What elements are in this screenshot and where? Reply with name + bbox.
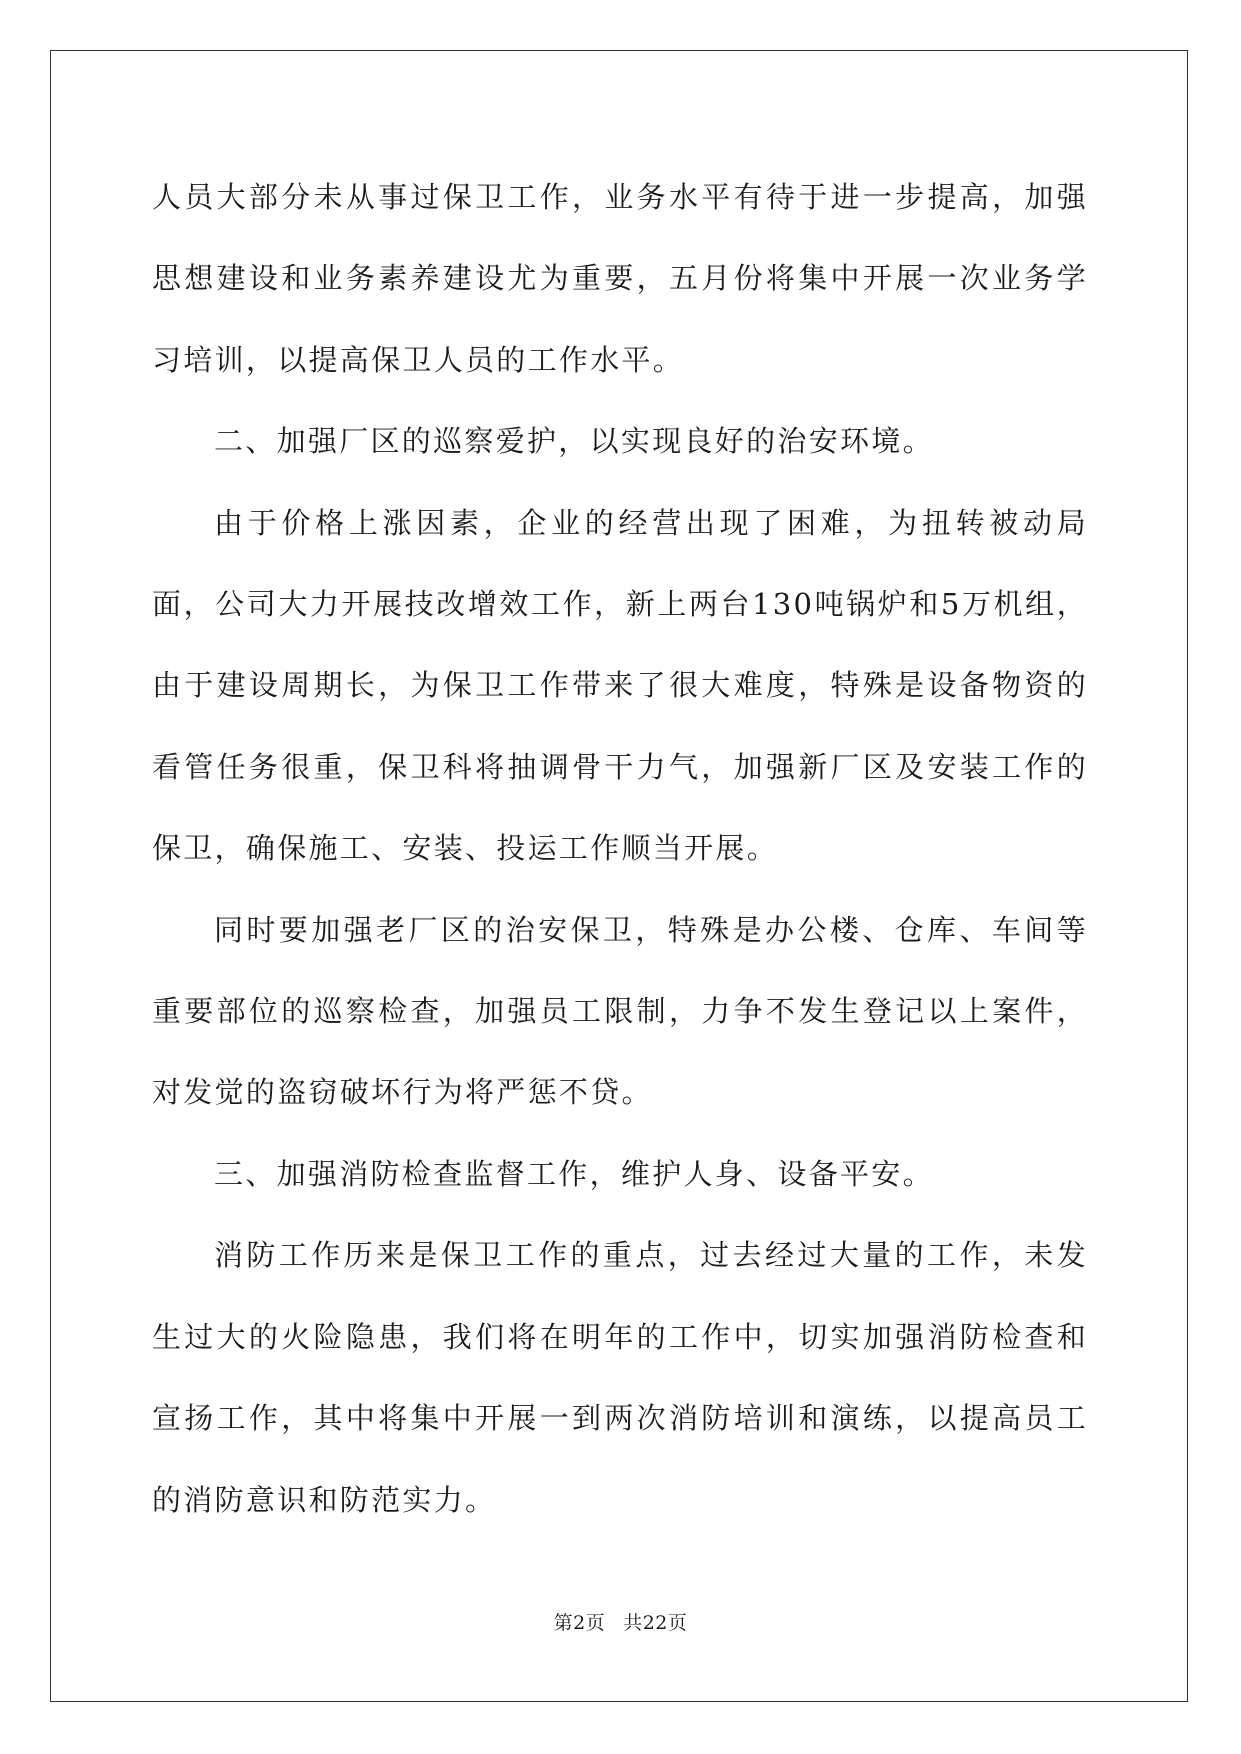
paragraph-6: 消防工作历来是保卫工作的重点，过去经过大量的工作，未发生过大的火险隐患，我们将在明年的工作中，切实加强消防检查和宣扬工作，其中将集中开展一到两次消防培训和演练，以提高员工的消防意识和防范实力。 [152,1238,1088,1517]
page-number: 第2页 [553,1612,606,1634]
page-footer [0,1611,1241,1635]
page-total: 共22页 [623,1612,688,1634]
document-body [152,157,1088,1541]
paragraph-2-heading: 二、加强厂区的巡察爱护，以实现良好的治安环境。 [214,424,934,459]
paragraph-5-heading: 三、加强消防检查监督工作，维护人身、设备平安。 [214,1156,934,1191]
paragraph-1: 人员大部分未从事过保卫工作，业务水平有待于进一步提高，加强思想建设和业务素养建设尤为重要，五月份将集中开展一次业务学习培训，以提高保卫人员的工作水平。 [152,180,1088,377]
paragraph-3: 由于价格上涨因素，企业的经营出现了困难，为扭转被动局面，公司大力开展技改增效工作，新上两台130吨锅炉和5万机组，由于建设周期长，为保卫工作带来了很大难度，特殊是设备物资的看管任务很重，保卫科将抽调骨干力气，加强新厂区及安装工作的保卫，确保施工、安装、投运工作顺当开展。 [152,505,1088,866]
paragraph-4: 同时要加强老厂区的治安保卫，特殊是办公楼、仓库、车间等重要部位的巡察检查，加强员工限制，力争不发生登记以上案件，对发觉的盗窃破坏行为将严惩不贷。 [152,912,1088,1110]
